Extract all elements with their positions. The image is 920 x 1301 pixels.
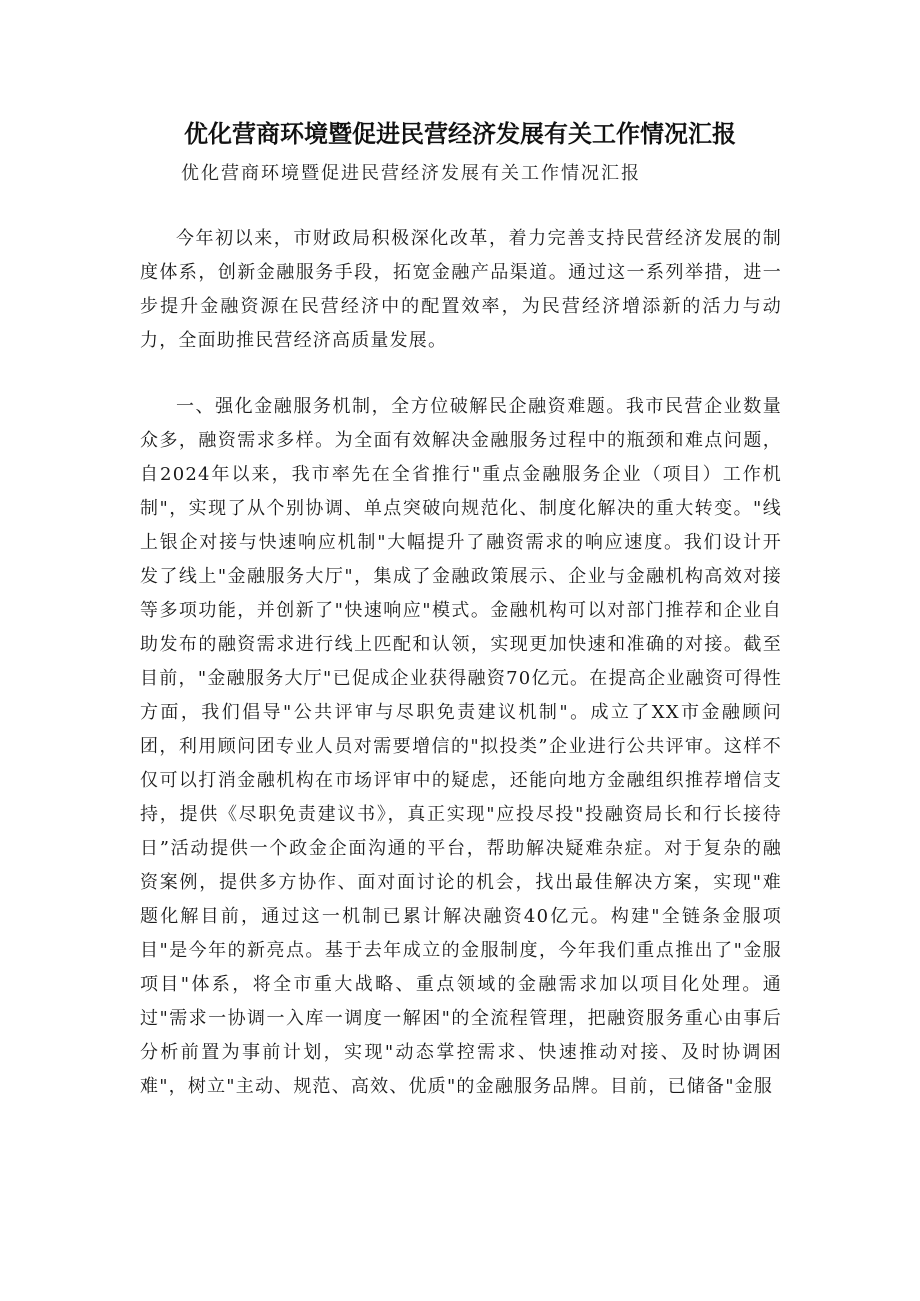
document-title: 优化营商环境暨促进民营经济发展有关工作情况汇报 [184,120,736,148]
document-subtitle: 优化营商环境暨促进民营经济发展有关工作情况汇报 [181,163,641,184]
body-paragraph: 今年初以来，市财政局积极深化改革，着力完善支持民营经济发展的制度体系，创新金融服务手段，拓宽金融产品渠道。通过这一系列举措，进一步提升金融资源在民营经济中的配置效率，为民营经济增添新的活力与动力，全面助推民营经济高质量发展。 [140,228,782,351]
body-paragraph: 一、强化金融服务机制，全方位破解民企融资难题。我市民营企业数量众多，融资需求多样。为全面有效解决金融服务过程中的瓶颈和难点问题，自2024年以来，我市率先在全省推行"重点金融服务企业（项目）工作机制"，实现了从个别协调、单点突破向规范化、制度化解决的重大转变。"线上银企对接与快速响应机制"大幅提升了融资需求的响应速度。我们设计开发了线上"金融服务大厅"，集成了金融政策展示、企业与金融机构高效对接等多项功能，并创新了"快速响应"模式。金融机构可以对部门推荐和企业自助发布的融资需求进行线上匹配和认领，实现更加快速和准确的对接。截至目前，"金融服务大厅"已促成企业获得融资70亿元。在提高企业融资可得性方面，我们倡导"公共评审与尽职免责建议机制"。成立了XX市金融顾问团，利用顾问团专业人员对需要增信的"拟投类”企业进行公共评审。这样不仅可以打消金融机构在市场评审中的疑虑，还能向地方金融组织推荐增信支持，提供《尽职免责建议书》，真正实现"应投尽投"投融资局长和行长接待日”活动提供一个政金企面沟通的平台，帮助解决疑难杂症。对于复杂的融资案例，提供多方协作、面对面讨论的机会，找出最佳解决方案，实现"难题化解目前，通过这一机制已累计解决融资40亿元。构建"全链条金服项目"是今年的新亮点。基于去年成立的金服制度，今年我们重点推出了"金服项目"体系，将全市重大战略、重点领域的金融需求加以项目化处理。通过"需求一协调一入库一调度一解困"的全流程管理，把融资服务重心由事后分析前置为事前计划，实现"动态掌控需求、快速推动对接、及时协调困难"，树立"主动、规范、高效、优质"的金融服务品牌。目前，已储备"金服 [140,396,782,1097]
